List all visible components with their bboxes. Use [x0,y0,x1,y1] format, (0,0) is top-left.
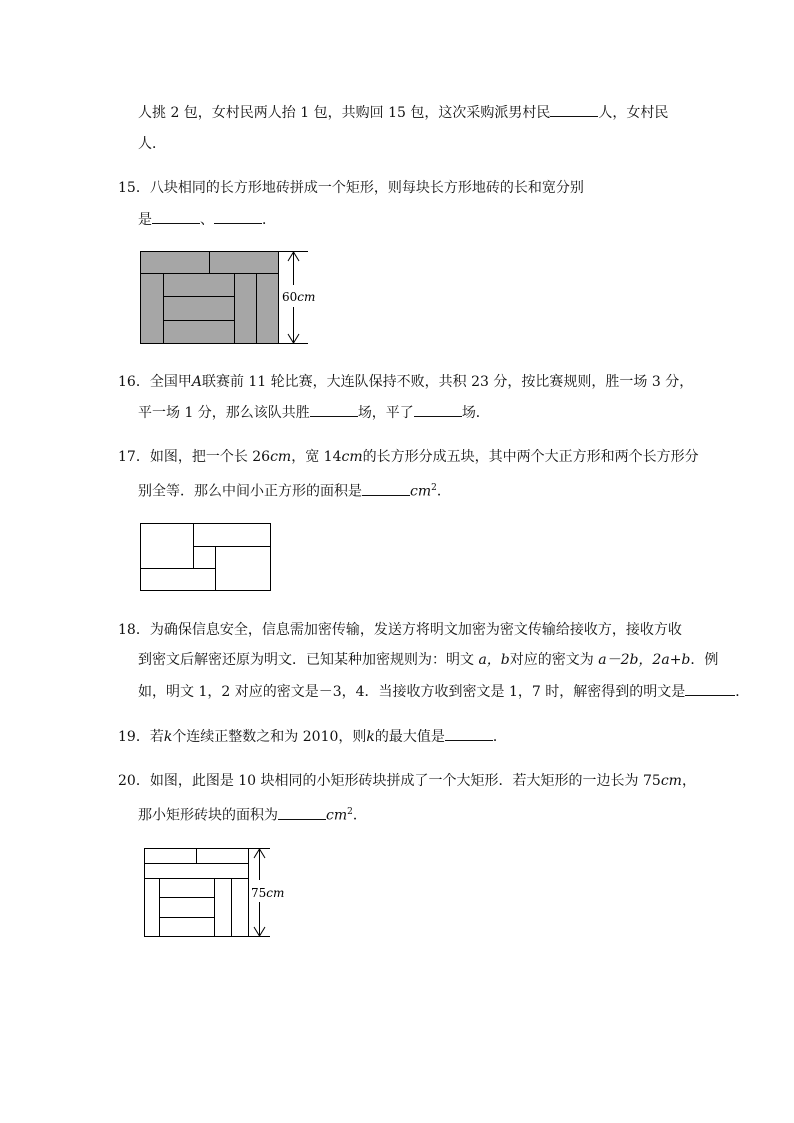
tile [164,321,235,344]
q14-line2: 人． [138,136,166,152]
answer-blank[interactable] [278,805,326,820]
q18-line1: 18．为确保信息安全，信息需加密传输，发送方将明文加密为密文传输给接收方，接收方收 [118,622,682,638]
tile [164,274,235,297]
q16-line1: 16．全国甲A联赛前 11 轮比赛，大连队保持不败，共积 23 分，按比赛规则，胜一场 3 分， [118,374,694,390]
q17-line2: 别全等．那么中间小正方形的面积是 $cm^2$． [138,478,451,502]
outer-rectangle [141,524,271,591]
q20-line2: 那小矩形砖块的面积为 $cm^2$． [138,802,367,826]
answer-blank[interactable] [685,681,735,696]
answer-blank[interactable] [550,102,598,117]
q20-line1: 20．如图，此图是 10 块相同的小矩形砖块拼成了一个大矩形．若大矩形的一边长为 75cm， [118,773,696,789]
answer-blank[interactable] [414,402,462,417]
dimension-label: 60cm [282,290,316,304]
q19-line1: 19．若k个连续正整数之和为 2010，则k的最大值是 ． [118,726,507,747]
q15-tiles-figure [130,245,320,355]
tile [210,252,279,274]
q16-line2: 平一场 1 分，那么该队共胜 场，平了 场． [138,402,490,423]
answer-blank[interactable] [445,726,493,741]
q17-rectangle-figure [130,515,280,600]
tile [141,274,164,344]
tile [141,252,210,274]
q14-line1: 人挑 2 包，女村民两人抬 1 包，共购回 15 包，这次采购派男村民 人，女村民 [138,102,668,123]
tile [235,274,257,344]
q18-line2: 到密文后解密还原为明文．已知某种加密规则为：明文 a，b对应的密文为 a－2b，2a+b．例 [138,652,719,668]
answer-blank[interactable] [362,481,410,496]
q18-line3: 如，明文 1，2 对应的密文是－3，4．当接收方收到密文是 1，7 时，解密得到的明文是 ． [138,681,749,702]
q17-line1: 17．如图，把一个长 26cm，宽 14cm的长方形分成五块，其中两个大正方形和两个长方形分 [118,449,699,465]
tile [257,274,279,344]
answer-blank[interactable] [310,402,358,417]
dimension-label: 75cm [251,886,285,900]
tile [164,297,235,321]
q20-bricks-figure [135,840,305,945]
answer-blank[interactable] [214,209,262,224]
q15-line1: 15．八块相同的长方形地砖拼成一个矩形，则每块长方形地砖的长和宽分别 [118,180,584,196]
q15-line2: 是 、 ． [138,209,276,230]
answer-blank[interactable] [152,209,200,224]
